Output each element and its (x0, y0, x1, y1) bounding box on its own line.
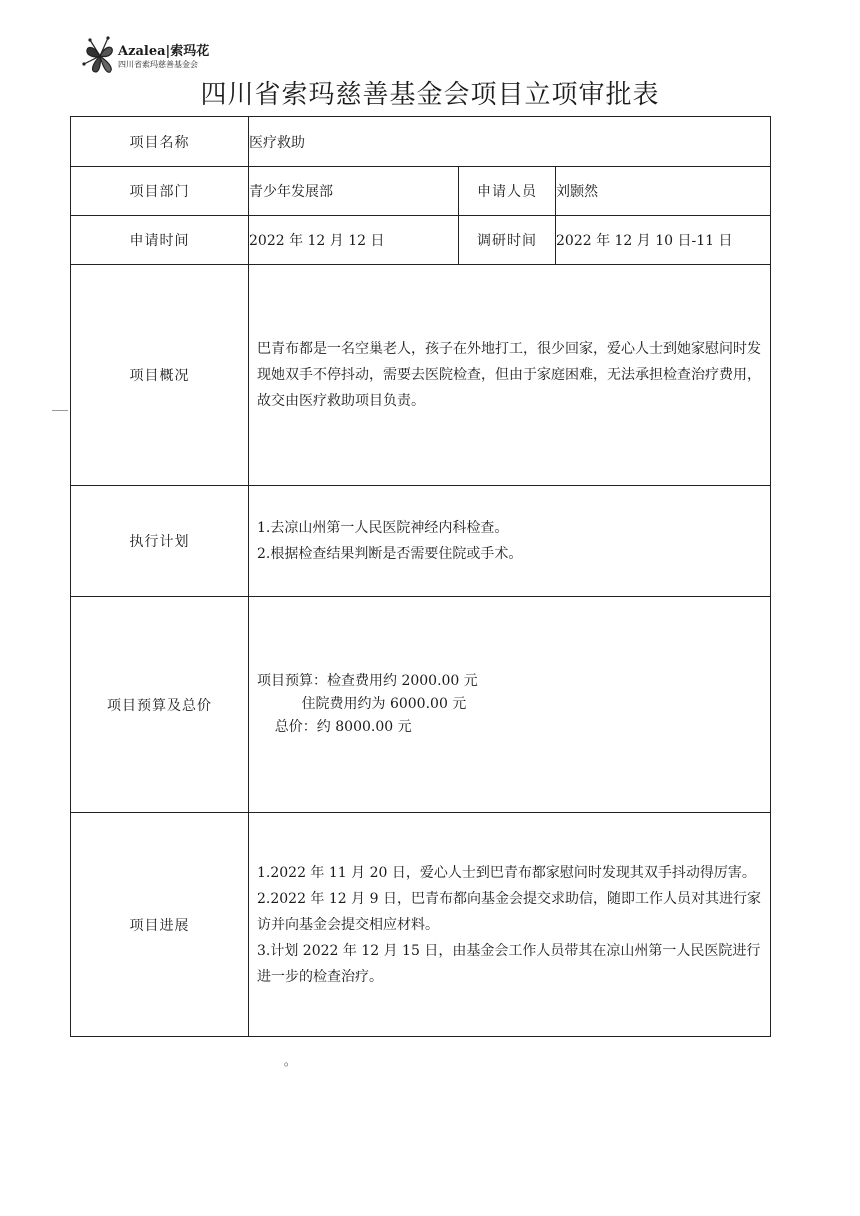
budget-label: 项目预算及总价 (71, 597, 249, 813)
progress-list (249, 860, 770, 990)
overview-text: 巴青布都是一名空巢老人，孩子在外地打工，很少回家，爱心人士到她家慰问时发现她双手不停抖动，需要去医院检查，但由于家庭困难，无法承担检查治疗费用，故交由医疗救助项目负责。 (257, 341, 761, 409)
progress-cell (249, 813, 771, 1037)
budget-cell (249, 597, 771, 813)
progress-item: 1.2022 年 11 月 20 日，爱心人士到巴青布都家慰问时发现其双手抖动得厉害。 (257, 864, 756, 881)
row-overview (71, 265, 771, 486)
budget-line-total: 总价：约 8000.00 元 (257, 719, 412, 735)
row-progress (71, 813, 771, 1037)
apply-date-value: 2022 年 12 月 12 日 (249, 216, 459, 265)
department-label: 项目部门 (71, 167, 249, 216)
footer-mark: 。 (284, 1054, 297, 1068)
project-name-label: 项目名称 (71, 117, 249, 167)
row-budget (71, 597, 771, 813)
apply-date-label: 申请时间 (71, 216, 249, 265)
row-dates (71, 216, 771, 265)
plan-cell (249, 486, 771, 597)
plan-item: 2.根据检查结果判断是否需要住院或手术。 (257, 546, 523, 562)
approval-form-table (70, 116, 771, 1037)
budget-lines (249, 670, 770, 739)
plan-label: 执行计划 (71, 486, 249, 597)
budget-line-hospital: 住院费用约为 6000.00 元 (257, 696, 467, 712)
research-date-label: 调研时间 (459, 216, 556, 265)
project-name-value: 医疗救助 (249, 117, 771, 167)
plan-list (249, 515, 770, 567)
budget-line-exam: 项目预算：检查费用约 2000.00 元 (257, 673, 478, 689)
department-value: 青少年发展部 (249, 167, 459, 216)
logo-brand-text: Azalea|索玛花 (118, 44, 210, 59)
azalea-flower-icon (78, 34, 122, 78)
plan-item: 1.去凉山州第一人民医院神经内科检查。 (257, 520, 509, 536)
overview-label: 项目概况 (71, 265, 249, 486)
row-plan (71, 486, 771, 597)
row-project-name (71, 117, 771, 167)
overview-cell (249, 265, 771, 486)
foundation-logo (78, 34, 228, 78)
progress-item: 3.计划 2022 年 12 月 15 日，由基金会工作人员带其在凉山州第一人民医院进行进一步的检查治疗。 (257, 942, 761, 985)
row-department (71, 167, 771, 216)
progress-item: 2.2022 年 12 月 9 日，巴青布都向基金会提交求助信，随即工作人员对其进行家访并向基金会提交相应材料。 (257, 890, 761, 933)
applicant-label: 申请人员 (459, 167, 556, 216)
scan-artifact-line (52, 410, 68, 411)
applicant-value: 刘颢然 (556, 167, 771, 216)
progress-label: 项目进展 (71, 813, 249, 1037)
research-date-value: 2022 年 12 月 10 日-11 日 (556, 216, 771, 265)
page-title: 四川省索玛慈善基金会项目立项审批表 (200, 80, 660, 110)
logo-org-text: 四川省索玛慈善基金会 (118, 60, 198, 69)
